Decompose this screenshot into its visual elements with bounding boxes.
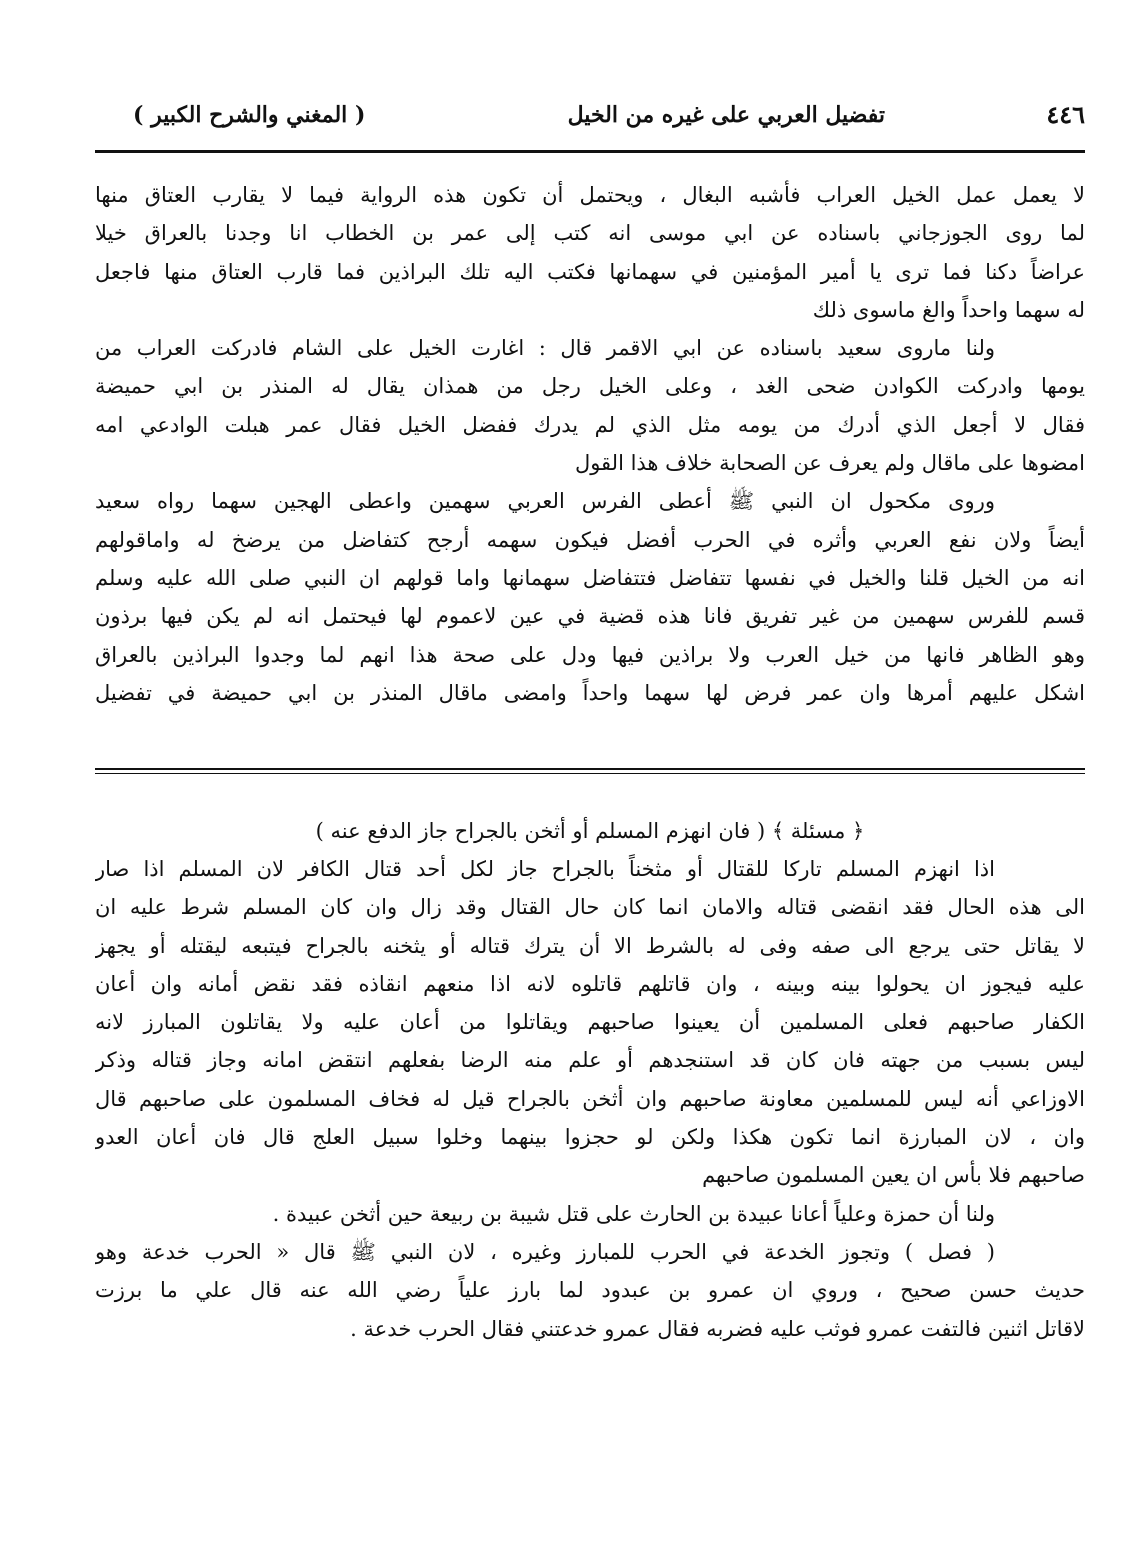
text-line: فقال لا أجعل الذي أدرك من يومه مثل الذي لم يدرك ففضل الخيل فقال عمر هبلت الوادعي امه	[95, 412, 1085, 437]
masala-heading: ﴿ مسئلة ﴾ ( فان انهزم المسلم أو أثخن بالجراح جاز الدفع عنه )	[315, 819, 865, 843]
text-line: وان ، لان المبارزة انما تكون هكذا ولكن لو حجزوا بينهما وخلوا سبيل العلج قال فان أعان العدو	[95, 1125, 1085, 1150]
text-line: اشكل عليهم أمرها وان عمر فرض لها سهما واحداً وامضى ماقال المنذر بن ابي حميضة في تفضيل	[95, 680, 1085, 705]
text-line: عراضاً دكنا فما ترى يا أمير المؤمنين في سهمانها فكتب اليه تلك البراذين فما قارب العتاق منها فاجعل	[95, 259, 1085, 284]
book-title: ( المغني والشرح الكبير )	[133, 102, 366, 128]
text-line: الى هذه الحال فقد انقضى قتاله والامان انما كان حال القتال وقد زال وان كان المسلم شرط عليه ان	[95, 895, 1085, 920]
text-line: لا يعمل عمل الخيل العراب فأشبه البغال ، ويحتمل أن تكون هذه الرواية فيما لا يقارب العتاق منها	[95, 183, 1085, 207]
text-line: أيضاً ولان نفع العربي وأثره في الحرب أفضل فيكون سهمه أرجح كتفاضل من يرضخ له واماقولهم	[95, 527, 1085, 552]
chapter-title: تفضيل العربي على غيره من الخيل	[567, 102, 885, 128]
page-number: ٤٤٦	[1046, 100, 1085, 129]
text-line: وهو الظاهر فانها من خيل العرب ولا براذين فيها ودل على صحة هذا انهم لما وجدوا البراذين بالعراق	[95, 642, 1085, 667]
header-rule	[95, 150, 1085, 153]
text-line: صاحبهم فلا بأس ان يعين المسلمون صاحبهم	[702, 1163, 1085, 1188]
text-line: وروى مكحول ان النبي ﷺ أعطى الفرس العربي سهمين واعطى الهجين سهما رواه سعيد	[95, 489, 995, 514]
text-line: قسم للفرس سهمين من غير تفريق فانا هذه قضية في عين لاعموم لها فيحتمل انه لم يكن فيها برذون	[95, 604, 1085, 629]
main-text-block	[95, 176, 1085, 712]
page-header	[95, 100, 1085, 140]
text-line: اذا انهزم المسلم تاركا للقتال أو مثخناً بالجراح جاز لكل أحد قتال الكافر لان المسلم اذا صار	[95, 857, 995, 881]
text-line: ( فصل ) وتجوز الخدعة في الحرب للمبارز وغيره ، لان النبي ﷺ قال « الحرب خدعة وهو	[95, 1239, 995, 1264]
text-line: ليس بسبب من جهته فان كان قد استنجدهم أو علم منه الرضا بفعلهم انتقض امانه وجاز قتاله وذكر	[95, 1048, 1085, 1073]
text-line: يومها وادركت الكوادن ضحى الغد ، وعلى الخيل رجل من همذان يقال له المنذر بن ابي حميضة	[95, 374, 1085, 399]
text-line: الكفار صاحبهم فعلى المسلمين أن يعينوا صاحبهم ويقاتلوا من أعان عليه ولا يقاتلون المبارز لانه	[95, 1010, 1085, 1035]
text-line: امضوها على ماقال ولم يعرف عن الصحابة خلاف هذا القول	[574, 451, 1085, 476]
text-line: حديث حسن صحيح ، وروي ان عمرو بن عبدود لما بارز علياً رضي الله عنه قال علي ما برزت	[95, 1278, 1085, 1303]
masala-heading-row	[95, 812, 1085, 850]
text-line: ولنا أن حمزة وعلياً أعانا عبيدة بن الحارث على قتل شيبة بن ربيعة حين أثخن عبيدة .	[272, 1201, 995, 1226]
text-line: الاوزاعي أنه ليس للمسلمين معاونة صاحبهم وان أثخن بالجراح قيل له فخاف المسلمون على صاحبهم قال	[95, 1086, 1085, 1111]
text-line: لما روى الجوزجاني باسناده عن ابي موسى انه كتب إلى عمر بن الخطاب انا وجدنا بالعراق خيلا	[95, 221, 1085, 246]
text-line: ولنا ماروى سعيد باسناده عن ابي الاقمر قال : اغارت الخيل على الشام فادركت العراب من	[95, 336, 995, 361]
text-line: لا يقاتل حتى يرجع الى صفه وفى له بالشرط الا أن يترك قتاله أو يثخنه بالجراح فيتبعه ليقتله أو يجهز	[95, 933, 1085, 958]
text-line: له سهما واحداً والغ ماسوى ذلك	[812, 297, 1085, 322]
masala-text-block	[95, 850, 1085, 1348]
text-line: انه من الخيل قلنا والخيل في نفسها تتفاضل فتتفاضل سهمانها واما قولهم ان النبي صلى الله عليه وسلم	[95, 565, 1085, 590]
text-line: لاقاتل اثنين فالتفت عمرو فوثب عليه فضربه فقال عمرو خدعتني فقال الحرب خدعة .	[350, 1316, 1085, 1341]
section-divider	[95, 768, 1085, 774]
text-line: عليه فيجوز ان يحولوا بينه وبينه ، وان قاتلهم قاتلوه لانه اذا منعهم انقاذه فقد نقض أمانه وان أعان	[95, 971, 1085, 996]
